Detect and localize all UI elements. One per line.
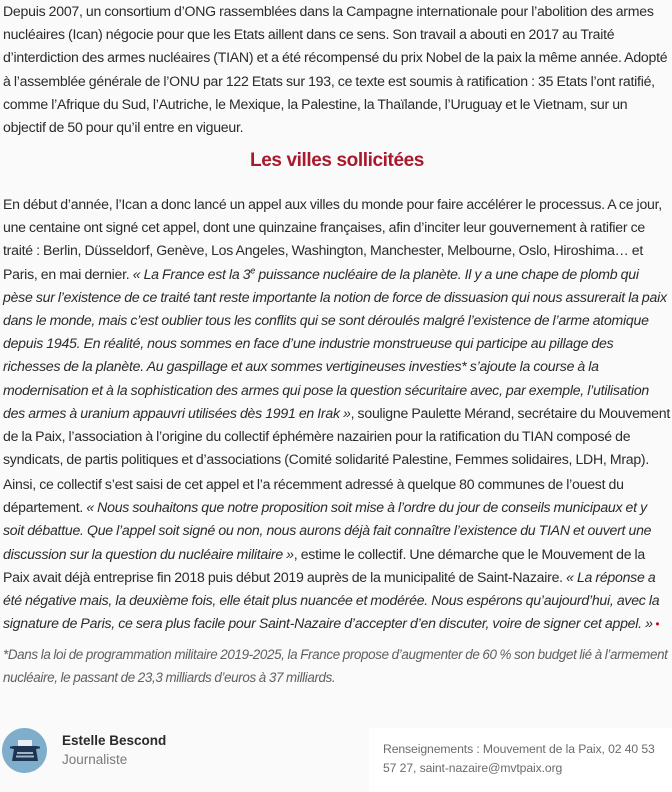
- author-block[interactable]: [0, 728, 166, 773]
- quote-collectif: « Nous souhaitons que notre proposition soit mise à l’ordre du jour de conseils municipaux et y soit débattue. Que l’appel soit signé ou non, nous aurons déjà fait connaître l’existence du TIAN et ouvert une discussion sur la question du nucléaire militaire »: [3, 499, 652, 562]
- author-role: Journaliste: [62, 752, 128, 767]
- paragraph-text: En début d’année, l’Ican a donc lancé un appel aux villes du monde pour faire accélérer le processus. A ce jour, une centaine ont signé cet appel, dont une quinzaine françaises, afin d’inciter leur gouvernement à ratifier ce traité : Berlin, Düsseldorf, Genève, Los Angeles, Washington, Manchester, Melbourne, Oslo, Hiroshima… et Paris, en mai dernier.: [3, 196, 662, 282]
- intro-paragraph: Depuis 2007, un consortium d’ONG rassemblées dans la Campagne internationale pour l’abolition des armes nucléaires (Ican) négocie pour que les Etats aillent dans ce sens. Son travail a abouti en 2017 au Traité d’interdiction des armes nucléaires (TIAN) et a été récompensé du prix Nobel de la paix la même année. Adopté à l’assemblée générale de l’ONU par 122 Etats sur 193, ce texte est soumis à ratification : 35 Etats l’ont ratifié, comme l’Afrique du Sud, l’Autriche, le Mexique, la Palestine, la Thaïlande, l’Uruguay et le Vietnam, sur un objectif de 50 pour qu’il entre en vigueur.: [3, 3, 668, 136]
- paragraph-cities-call: [3, 193, 671, 471]
- info-box-contact: Renseignements : Mouvement de la Paix, 02 40 53 57 27, saint-nazaire@mvtpaix.org: [369, 728, 672, 792]
- quote-paulette-merand: « La France est la 3e puissance nucléaire de la planète. Il y a une chape de plomb qui pèse sur l’existence de ce traité tant reste importante la notion de force de dissuasion qui nous assurerait la paix dans le monde, mais c’est oublier tous les conflits qui se sont déroulés malgré l’existence de l’arme atomique depuis 1945. En réalité, nous sommes en face d’une industrie monstrueuse qui participe au pillage des richesses de la planète. Au gaspillage et aux sommes vertigineuses investies* s’ajoute la course à la modernisation et à la sophistication des armes qui pose la question sécuritaire avec, par exemple, l’utilisation des armes à uranium appauvri utilisées dès 1991 en Irak »: [3, 264, 667, 421]
- end-of-article-mark: •: [652, 617, 660, 632]
- section-heading: Les villes sollicitées: [250, 150, 424, 171]
- paragraph-collectif: [3, 473, 671, 636]
- typewriter-icon: [10, 739, 40, 763]
- quote-mouvement-paix: « La réponse a été négative mais, la deuxième fois, elle était plus nuancée et modérée. Nous espérons qu’aujourd’hui, avec la signature de Paris, ce sera plus facile pour Saint-Nazaire d’accepter d’en discuter, voire de signer cet appel. »: [3, 568, 660, 632]
- footnote: *Dans la loi de programmation militaire 2019-2025, la France propose d’augmenter de 60 % son budget lié à l’armement nucléaire, le passant de 23,3 milliards d’euros à 37 milliards.: [3, 647, 668, 685]
- author-avatar[interactable]: [2, 728, 47, 773]
- paragraph-text: Ainsi, ce collectif s’est saisi de cet appel et l’a récemment adressé à quelque 80 communes de l’ouest du département.: [3, 476, 624, 516]
- paragraph-text: , estime le collectif. Une démarche que le Mouvement de la Paix avait déjà entreprise fin 2018 puis début 2019 auprès de la municipalité de Saint-Nazaire.: [3, 545, 646, 585]
- paragraph-text: , souligne Paulette Mérand, secrétaire du Mouvement de la Paix, l’association à l’origine du collectif éphémère nazairien pour la ratification du TIAN composé de syndicats, de partis politiques et d’associations (Comité solidarité Palestine, Femmes solidaires, LDH, Mrap).: [3, 404, 670, 468]
- author-name[interactable]: Estelle Bescond: [62, 733, 167, 748]
